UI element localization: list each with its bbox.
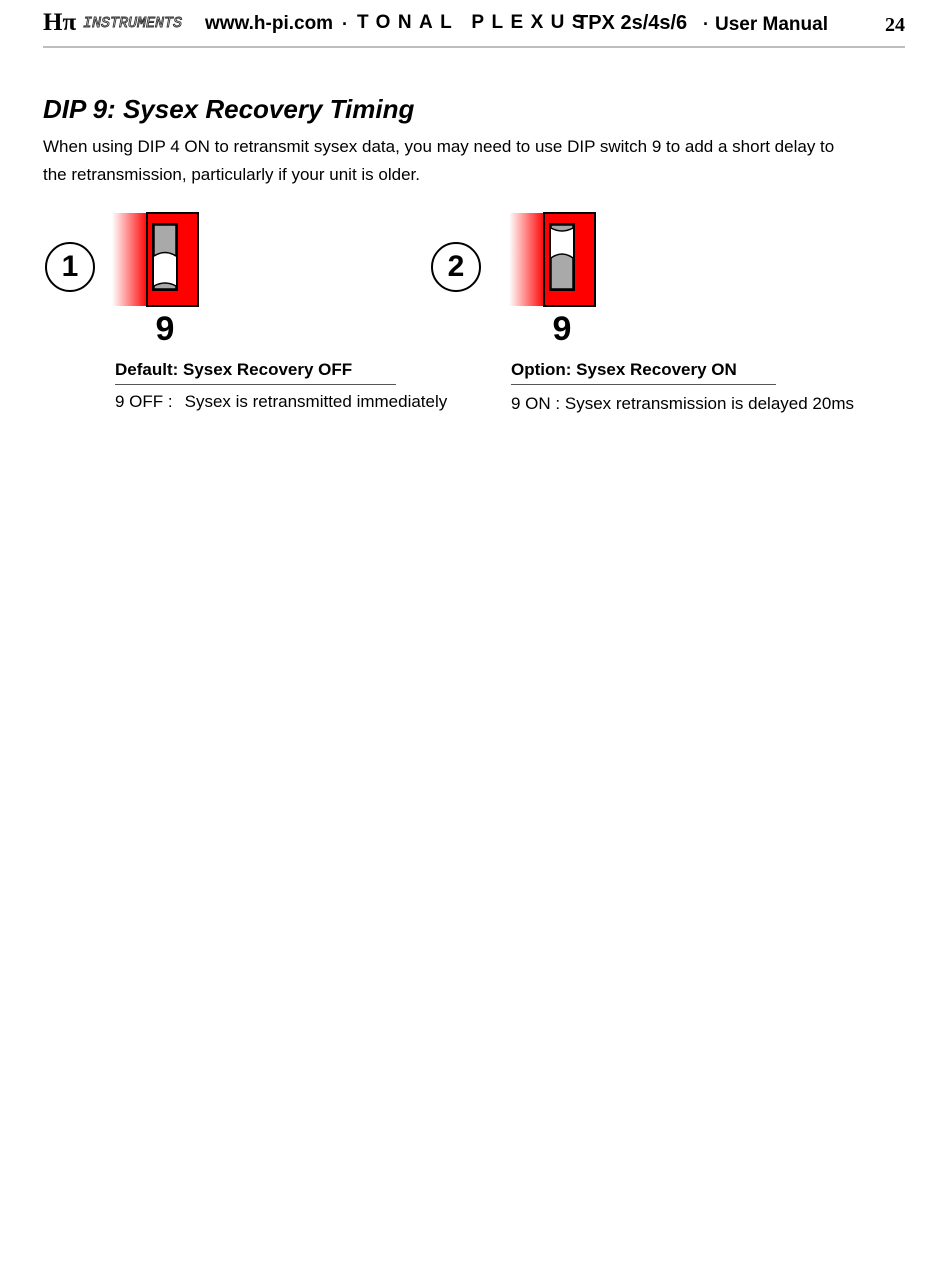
website-url: www.h-pi.com [205,13,334,34]
product-model: TPX 2s/4s/6 [576,12,688,34]
page-header [43,0,905,48]
setting-description: Sysex retransmission is delayed 20ms [564,394,854,413]
switch-number: 9 [155,310,175,348]
option-panel-alternative [430,212,854,432]
header-separator: · [703,14,709,34]
document-name: User Manual [715,14,828,35]
product-name: TONAL PLEXUS [357,12,592,33]
logo-wordmark: INSTRUMENTS [83,15,183,32]
step-number: 1 [45,242,95,292]
switch-number: 9 [552,310,572,348]
option-caption-title: Option: Sysex Recovery ON [511,360,776,385]
switch-setting: 9 OFF : [115,392,173,411]
section-title: DIP 9: Sysex Recovery Timing [43,94,415,124]
section-intro: When using DIP 4 ON to retransmit sysex data, you may need to use DIP switch 9 to add a short delay to the retransmission, particularly if your unit is older. [43,137,835,184]
option-caption-title: Default: Sysex Recovery OFF [115,360,396,385]
page-number: 24 [885,14,905,36]
switch-setting: 9 ON : [511,394,561,413]
option-panel-default [44,212,464,432]
step-number: 2 [431,242,481,292]
setting-description: Sysex is retransmitted immediately [184,392,448,411]
dip-switch-on-icon [509,212,597,308]
option-caption-text [511,394,854,414]
dip-switch-off-icon [112,212,200,308]
logo-mark: Hπ [43,9,77,36]
header-separator: · [342,14,348,34]
option-caption-text [115,392,447,412]
